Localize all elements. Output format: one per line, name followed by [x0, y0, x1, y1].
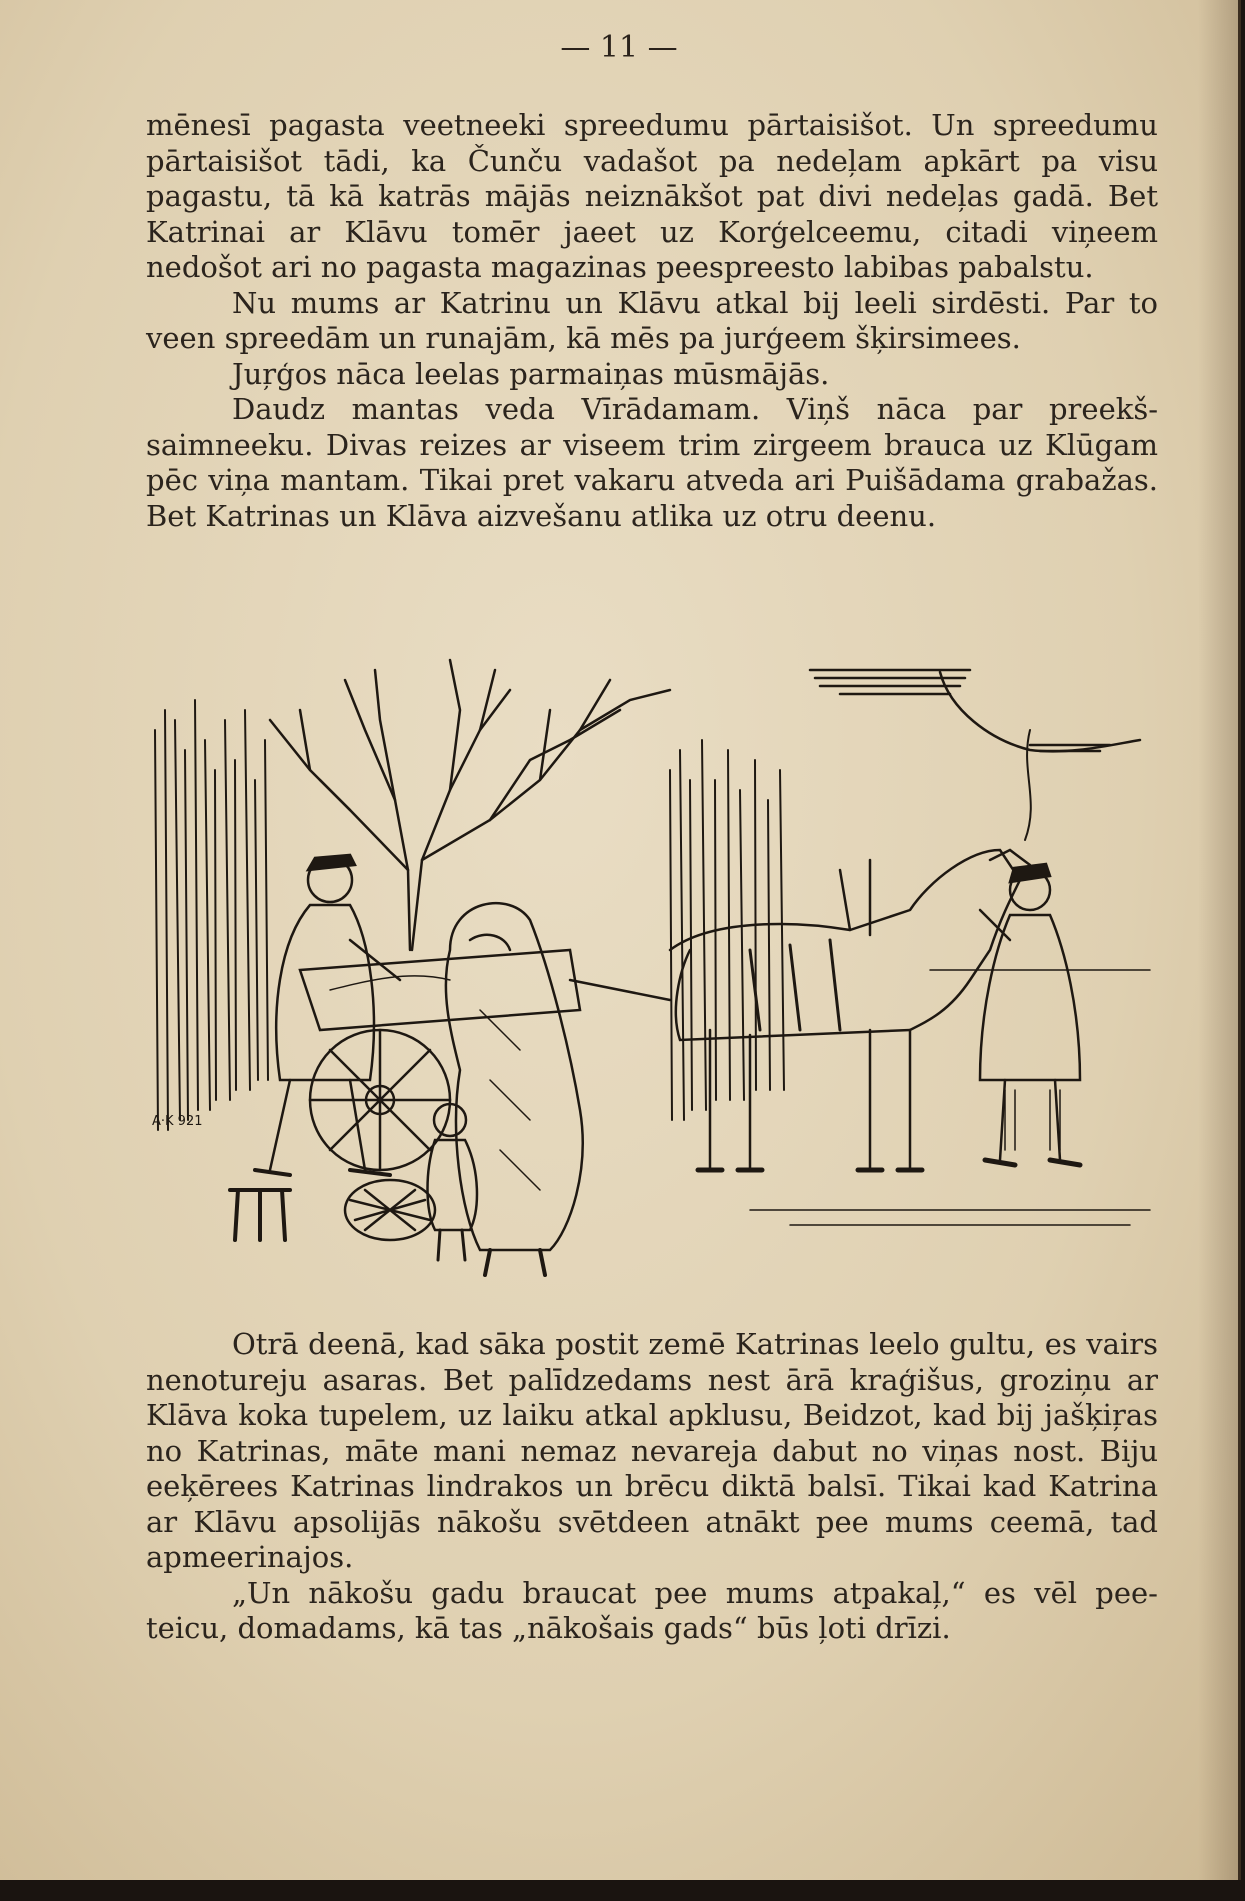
paragraph: Juŗģos nāca leelas parmaiņas mūsmājās.: [232, 356, 830, 391]
horse-drawing: [670, 850, 1030, 1170]
page-edge-shadow: [1198, 0, 1238, 1880]
cart-drawing: [300, 950, 670, 1170]
paragraph: „Un nākošu gadu braucat pee mums atpakaļ,“ es vēl pee-teicu, domadams, kā tas „nākošais gads“ būs ļoti drīzi.: [146, 1575, 1158, 1645]
hedge-drawing: [155, 700, 784, 1130]
child-figure-drawing: [428, 1104, 477, 1260]
man-figure-drawing: [255, 855, 400, 1175]
cloud-drawing: [810, 670, 1140, 751]
tree-drawing: [270, 660, 670, 950]
illustration-signature: A·K 921: [152, 1114, 203, 1129]
stool-drawing: [230, 1190, 290, 1240]
bottom-text-block: [146, 1327, 1158, 1647]
woodcut-illustration: [150, 650, 1160, 1290]
paragraph: Otrā deenā, kad sāka postit zemē Katrinas leelo gultu, es vairs nenotureju asaras. Bet palīdzedams nest ārā kraģišus, groziņu ar Klāva koka tupelem, uz laiku atkal apklusu, Beidzot, kad bij jašķiŗas no Katrinas, māte mani nemaz nevareja dabut no viņas nost. Biju eeķērees Katrinas lindrakos un brēcu diktā balsī. Tikai kad Katrina ar Klāvu apsolijās nākošu svētdeen atnākt pee mums ceemā, tad apmeerinajos.: [146, 1327, 1158, 1574]
ground-drawing: [750, 970, 1150, 1225]
basket-drawing: [345, 1180, 435, 1240]
paragraph: Nu mums ar Katrinu un Klāvu atkal bij leeli sirdēsti. Par to veen spreedām un runajām, kā mēs pa jurģeem šķirsimees.: [146, 285, 1158, 355]
stable-hand-figure-drawing: [980, 730, 1080, 1165]
paragraph: Daudz mantas veda Vīrādamam. Viņš nāca par preekš-saimneeku. Divas reizes ar viseem trim zirgeem brauca uz Klūgam pēc viņa mantam. Tikai pret vakaru atveda ari Puišādama grabažas. Bet Katrinas un Klāva aizvešanu atlika uz otru deenu.: [146, 392, 1158, 533]
top-text-block: [146, 108, 1158, 534]
paragraph: mēnesī pagasta veetneeki spreedumu pārtaisišot. Un spreedumu pārtaisišot tādi, ka Čunču vadašot pa nedeļam apkārt pa visu pagastu, tā kā katrās mājās neiznākšot pat divi nedeļas gadā. Bet Katrinai ar Klāvu tomēr jaeet uz Korģelceemu, citadi viņeem nedošot ari no pagasta magazinas peespreesto labibas pabalstu.: [146, 108, 1158, 284]
page-number: — 11 —: [560, 30, 678, 65]
